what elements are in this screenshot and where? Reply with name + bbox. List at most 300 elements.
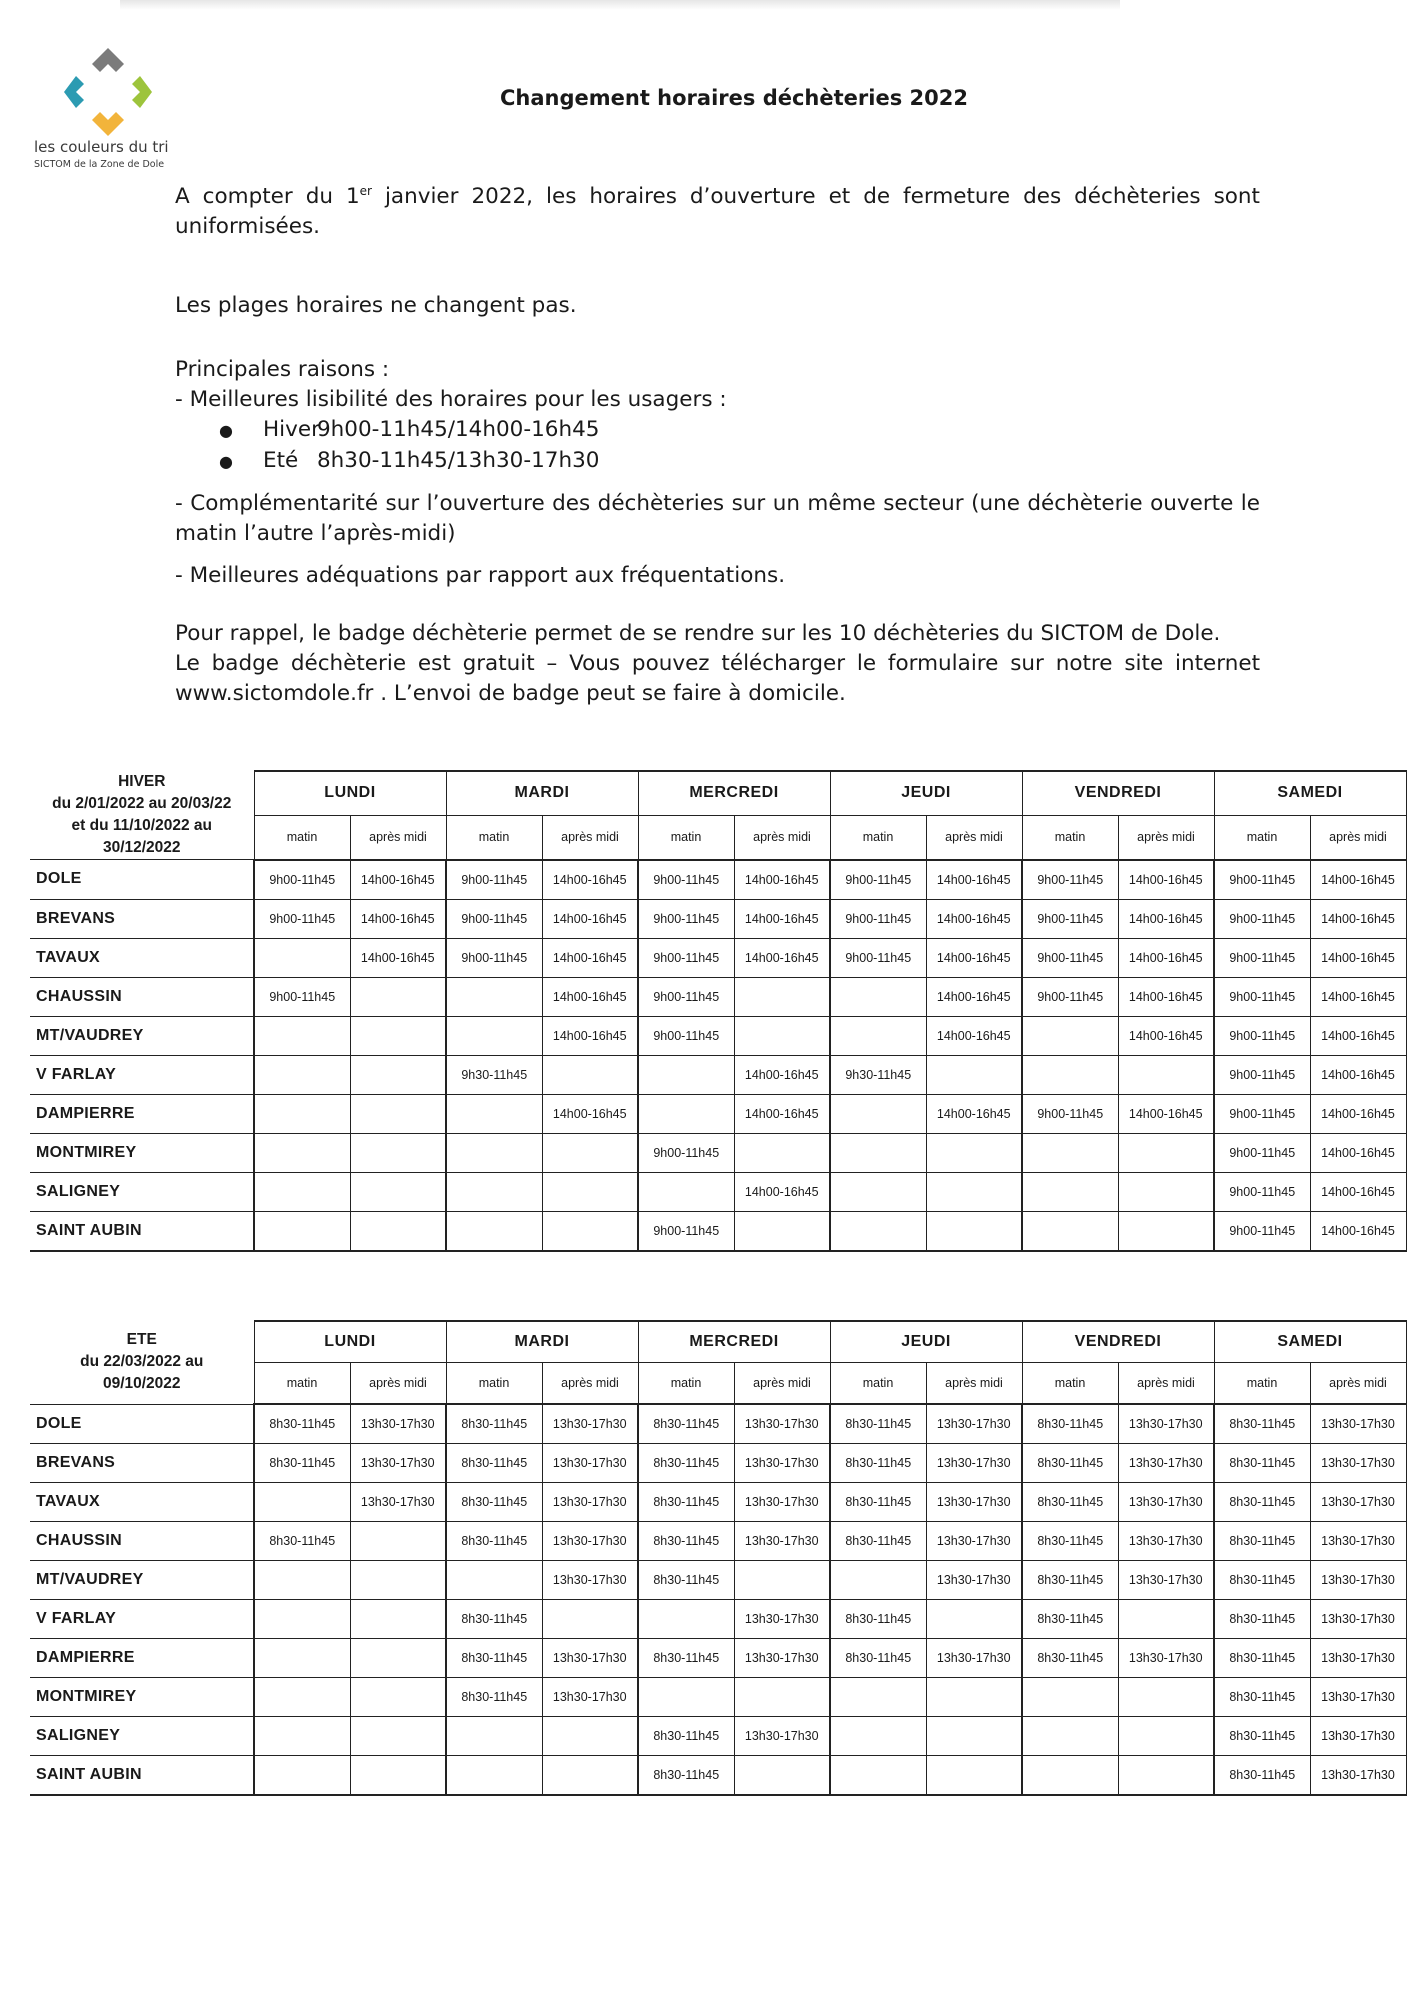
schedule-cell (830, 1133, 926, 1172)
schedule-cell (1118, 1756, 1214, 1796)
schedule-cell: 9h00-11h45 (830, 938, 926, 977)
season-label-line: 09/10/2022 (102, 1375, 181, 1393)
schedule-cell: 8h30-11h45 (446, 1522, 542, 1561)
day-header: VENDREDI (1022, 771, 1214, 815)
schedule-cell (638, 1055, 734, 1094)
schedule-cell (734, 1756, 830, 1796)
schedule-cell: 14h00-16h45 (542, 899, 638, 938)
sub-header-matin: matin (1214, 815, 1310, 859)
schedule-cell: 9h00-11h45 (1214, 938, 1310, 977)
schedule-cell: 8h30-11h45 (446, 1600, 542, 1639)
schedule-cell (638, 1678, 734, 1717)
schedule-cell: 8h30-11h45 (1214, 1444, 1310, 1483)
schedule-cell (926, 1717, 1022, 1756)
table-row (30, 1522, 1406, 1561)
schedule-cell: 14h00-16h45 (926, 1094, 1022, 1133)
schedule-cell: 9h00-11h45 (638, 899, 734, 938)
sub-header-apres-midi: après midi (926, 1363, 1022, 1405)
schedule-cell: 9h00-11h45 (1214, 977, 1310, 1016)
schedule-cell (926, 1172, 1022, 1211)
raisons-title: Principales raisons : (175, 357, 390, 383)
sub-header-matin: matin (638, 815, 734, 859)
scan-shadow (120, 0, 1120, 10)
schedule-cell: 14h00-16h45 (734, 1172, 830, 1211)
schedule-cell: 14h00-16h45 (1118, 1094, 1214, 1133)
sub-header-apres-midi: après midi (926, 815, 1022, 859)
schedule-cell (1022, 1055, 1118, 1094)
schedule-cell (1118, 1055, 1214, 1094)
schedule-cell: 14h00-16h45 (734, 1055, 830, 1094)
schedule-cell: 8h30-11h45 (638, 1561, 734, 1600)
schedule-cell: 13h30-17h30 (542, 1561, 638, 1600)
schedule-cell: 8h30-11h45 (1022, 1522, 1118, 1561)
schedule-cell (638, 1600, 734, 1639)
rappel-line-3: www.sictomdole.fr . L’envoi de badge peut se faire à domicile. (175, 681, 846, 707)
schedule-cell (734, 1211, 830, 1251)
intro-line-1: A compter du 1er janvier 2022, les horaires d’ouverture et de fermeture des déchèteries sont (175, 184, 1260, 210)
schedule-cell: 14h00-16h45 (1310, 899, 1406, 938)
schedule-cell: 8h30-11h45 (1214, 1678, 1310, 1717)
schedule-cell (446, 1561, 542, 1600)
schedule-cell: 13h30-17h30 (542, 1639, 638, 1678)
schedule-cell: 14h00-16h45 (350, 899, 446, 938)
schedule-cell: 9h00-11h45 (254, 899, 350, 938)
schedule-cell: 14h00-16h45 (1118, 977, 1214, 1016)
schedule-cell: 8h30-11h45 (254, 1444, 350, 1483)
sub-header-matin: matin (254, 1363, 350, 1405)
schedule-cell: 9h00-11h45 (638, 938, 734, 977)
schedule-cell: 8h30-11h45 (1022, 1561, 1118, 1600)
schedule-cell (254, 1678, 350, 1717)
schedule-cell (1118, 1172, 1214, 1211)
schedule-cell: 9h00-11h45 (638, 860, 734, 900)
schedule-cell: 13h30-17h30 (1118, 1483, 1214, 1522)
site-name: V FARLAY (30, 1600, 254, 1639)
schedule-cell: 9h30-11h45 (446, 1055, 542, 1094)
sub-header-matin: matin (638, 1363, 734, 1405)
schedule-cell: 9h00-11h45 (638, 1211, 734, 1251)
schedule-cell: 14h00-16h45 (1310, 938, 1406, 977)
schedule-cell: 9h00-11h45 (254, 977, 350, 1016)
schedule-cell: 13h30-17h30 (734, 1444, 830, 1483)
schedule-cell (254, 1717, 350, 1756)
schedule-cell: 8h30-11h45 (1022, 1404, 1118, 1444)
schedule-cell: 13h30-17h30 (926, 1404, 1022, 1444)
site-name: BREVANS (30, 899, 254, 938)
schedule-cell: 13h30-17h30 (926, 1444, 1022, 1483)
schedule-cell: 14h00-16h45 (1118, 860, 1214, 900)
schedule-cell: 14h00-16h45 (1310, 1055, 1406, 1094)
schedule-cell (254, 1133, 350, 1172)
schedule-cell (1022, 1211, 1118, 1251)
schedule-cell: 9h00-11h45 (638, 1016, 734, 1055)
schedule-cell (254, 1094, 350, 1133)
schedule-table-ete (30, 1320, 1407, 1796)
schedule-cell (830, 977, 926, 1016)
schedule-cell (1118, 1600, 1214, 1639)
schedule-cell: 13h30-17h30 (1310, 1404, 1406, 1444)
season-label (30, 1321, 254, 1404)
schedule-cell: 14h00-16h45 (734, 938, 830, 977)
schedule-cell: 9h00-11h45 (446, 899, 542, 938)
schedule-cell: 8h30-11h45 (830, 1522, 926, 1561)
schedule-cell: 13h30-17h30 (1118, 1522, 1214, 1561)
schedule-cell: 14h00-16h45 (1310, 1016, 1406, 1055)
day-header: LUNDI (254, 771, 446, 815)
schedule-cell (734, 1678, 830, 1717)
schedule-cell: 13h30-17h30 (1310, 1600, 1406, 1639)
day-header: SAMEDI (1214, 1321, 1406, 1363)
schedule-cell: 13h30-17h30 (734, 1600, 830, 1639)
schedule-cell (1022, 1133, 1118, 1172)
schedule-cell: 14h00-16h45 (542, 860, 638, 900)
site-name: DAMPIERRE (30, 1639, 254, 1678)
schedule-cell: 13h30-17h30 (1118, 1444, 1214, 1483)
table-row (30, 1016, 1406, 1055)
schedule-cell: 9h00-11h45 (1214, 860, 1310, 900)
schedule-cell: 13h30-17h30 (1310, 1522, 1406, 1561)
schedule-cell: 13h30-17h30 (1310, 1561, 1406, 1600)
schedule-cell (446, 1717, 542, 1756)
schedule-cell: 9h00-11h45 (830, 860, 926, 900)
schedule-cell: 8h30-11h45 (638, 1483, 734, 1522)
season-label-line: 30/12/2022 (102, 839, 181, 856)
schedule-cell: 14h00-16h45 (1310, 1172, 1406, 1211)
schedule-cell (734, 1016, 830, 1055)
schedule-cell: 9h00-11h45 (1022, 977, 1118, 1016)
schedule-cell (926, 1055, 1022, 1094)
schedule-cell: 9h30-11h45 (830, 1055, 926, 1094)
schedule-cell: 13h30-17h30 (926, 1639, 1022, 1678)
schedule-cell: 8h30-11h45 (446, 1678, 542, 1717)
schedule-cell: 14h00-16h45 (926, 977, 1022, 1016)
schedule-cell: 8h30-11h45 (1214, 1717, 1310, 1756)
schedule-cell: 8h30-11h45 (830, 1404, 926, 1444)
table-row (30, 1483, 1406, 1522)
site-name: SAINT AUBIN (30, 1211, 254, 1251)
day-header: SAMEDI (1214, 771, 1406, 815)
schedule-cell (350, 1561, 446, 1600)
schedule-cell: 9h00-11h45 (1022, 1094, 1118, 1133)
schedule-cell: 9h00-11h45 (638, 977, 734, 1016)
schedule-cell (1022, 1172, 1118, 1211)
schedule-cell: 8h30-11h45 (1214, 1404, 1310, 1444)
schedule-cell (1022, 1678, 1118, 1717)
table-row (30, 1678, 1406, 1717)
schedule-cell: 13h30-17h30 (734, 1404, 830, 1444)
schedule-cell: 14h00-16h45 (926, 860, 1022, 900)
schedule-cell: 9h00-11h45 (1022, 899, 1118, 938)
schedule-cell: 13h30-17h30 (734, 1717, 830, 1756)
schedule-cell: 13h30-17h30 (1310, 1444, 1406, 1483)
schedule-cell (254, 1639, 350, 1678)
rappel-line-1: Pour rappel, le badge déchèterie permet de se rendre sur les 10 déchèteries du SICTOM de Dole. (175, 621, 1221, 647)
raison-2-line-1: - Complémentarité sur l’ouverture des déchèteries sur un même secteur (une déchèterie ouverte le (175, 491, 1260, 517)
site-name: SAINT AUBIN (30, 1756, 254, 1796)
schedule-cell: 9h00-11h45 (830, 899, 926, 938)
rappel-line-2: Le badge déchèterie est gratuit – Vous pouvez télécharger le formulaire sur notre site internet (175, 651, 1260, 677)
table-row (30, 860, 1406, 900)
schedule-cell: 8h30-11h45 (1214, 1756, 1310, 1796)
schedule-cell (350, 1016, 446, 1055)
schedule-cell (926, 1211, 1022, 1251)
plages-text: Les plages horaires ne changent pas. (175, 293, 577, 319)
sub-header-matin: matin (830, 815, 926, 859)
table-row (30, 1404, 1406, 1444)
table-row (30, 1172, 1406, 1211)
schedule-cell: 8h30-11h45 (446, 1444, 542, 1483)
schedule-cell: 8h30-11h45 (446, 1404, 542, 1444)
schedule-cell (830, 1172, 926, 1211)
body-text (175, 176, 1260, 709)
schedule-cell: 14h00-16h45 (542, 938, 638, 977)
schedule-cell: 13h30-17h30 (734, 1522, 830, 1561)
schedule-cell: 8h30-11h45 (830, 1444, 926, 1483)
site-name: SALIGNEY (30, 1717, 254, 1756)
schedule-cell: 8h30-11h45 (830, 1483, 926, 1522)
site-name: DOLE (30, 860, 254, 900)
schedule-cell: 9h00-11h45 (446, 860, 542, 900)
schedule-cell (1118, 1133, 1214, 1172)
day-header: MERCREDI (638, 771, 830, 815)
schedule-cell: 14h00-16h45 (542, 1016, 638, 1055)
table-row (30, 1600, 1406, 1639)
schedule-cell (254, 1561, 350, 1600)
schedule-cell (542, 1211, 638, 1251)
schedule-cell: 8h30-11h45 (1214, 1639, 1310, 1678)
schedule-cell: 14h00-16h45 (734, 1094, 830, 1133)
schedule-cell (254, 1600, 350, 1639)
schedule-cell (542, 1055, 638, 1094)
schedule-cell: 14h00-16h45 (734, 860, 830, 900)
schedule-cell: 14h00-16h45 (350, 938, 446, 977)
table-row (30, 1444, 1406, 1483)
schedule-cell (350, 1639, 446, 1678)
schedule-cell (350, 1172, 446, 1211)
sub-header-apres-midi: après midi (350, 815, 446, 859)
table-row (30, 1639, 1406, 1678)
schedule-cell (542, 1133, 638, 1172)
sub-header-apres-midi: après midi (350, 1363, 446, 1405)
schedule-cell: 13h30-17h30 (734, 1639, 830, 1678)
day-header: MERCREDI (638, 1321, 830, 1363)
schedule-cell (446, 1016, 542, 1055)
schedule-cell: 14h00-16h45 (542, 1094, 638, 1133)
schedule-cell: 14h00-16h45 (1118, 938, 1214, 977)
schedule-cell (1022, 1717, 1118, 1756)
sub-header-matin: matin (446, 1363, 542, 1405)
schedule-cell: 8h30-11h45 (446, 1483, 542, 1522)
schedule-cell: 9h00-11h45 (1214, 1172, 1310, 1211)
site-name: DOLE (30, 1404, 254, 1444)
schedule-cell: 9h00-11h45 (1022, 938, 1118, 977)
schedule-cell (734, 1561, 830, 1600)
schedule-cell: 13h30-17h30 (542, 1522, 638, 1561)
schedule-cell: 13h30-17h30 (350, 1483, 446, 1522)
schedule-cell (254, 938, 350, 977)
schedule-cell (254, 1483, 350, 1522)
schedule-cell: 13h30-17h30 (926, 1561, 1022, 1600)
schedule-cell (638, 1094, 734, 1133)
schedule-cell (542, 1717, 638, 1756)
site-name: BREVANS (30, 1444, 254, 1483)
intro-line-2: uniformisées. (175, 214, 321, 240)
table-row (30, 1094, 1406, 1133)
logo-name: les couleurs du tri (34, 138, 169, 156)
site-name: SALIGNEY (30, 1172, 254, 1211)
schedule-cell: 13h30-17h30 (350, 1444, 446, 1483)
schedule-cell: 8h30-11h45 (638, 1639, 734, 1678)
table-row (30, 1561, 1406, 1600)
schedule-cell (542, 1756, 638, 1796)
schedule-cell: 9h00-11h45 (1214, 899, 1310, 938)
schedule-cell (830, 1678, 926, 1717)
schedule-cell: 9h00-11h45 (1214, 1133, 1310, 1172)
site-name: MT/VAUDREY (30, 1561, 254, 1600)
table-row (30, 1133, 1406, 1172)
schedule-cell: 13h30-17h30 (542, 1483, 638, 1522)
schedule-cell: 13h30-17h30 (926, 1483, 1022, 1522)
schedule-cell: 13h30-17h30 (1118, 1404, 1214, 1444)
schedule-cell: 8h30-11h45 (1214, 1600, 1310, 1639)
schedule-cell: 8h30-11h45 (446, 1639, 542, 1678)
schedule-cell: 14h00-16h45 (1310, 1211, 1406, 1251)
day-header: VENDREDI (1022, 1321, 1214, 1363)
schedule-cell (830, 1094, 926, 1133)
schedule-cell (254, 1756, 350, 1796)
schedule-cell: 9h00-11h45 (1214, 1016, 1310, 1055)
schedule-cell: 14h00-16h45 (1118, 1016, 1214, 1055)
bullet-ete: ● Eté 8h30-11h45/13h30-17h30 (219, 446, 1260, 477)
schedule-cell: 8h30-11h45 (1022, 1444, 1118, 1483)
table-row (30, 1717, 1406, 1756)
schedule-cell (830, 1756, 926, 1796)
schedule-cell (350, 1211, 446, 1251)
schedule-cell (734, 977, 830, 1016)
sub-header-apres-midi: après midi (734, 815, 830, 859)
logo-mark-icon (62, 46, 154, 138)
schedule-cell: 14h00-16h45 (1310, 860, 1406, 900)
schedule-cell (350, 977, 446, 1016)
schedule-cell (830, 1561, 926, 1600)
schedule-cell (446, 977, 542, 1016)
schedule-cell: 8h30-11h45 (638, 1717, 734, 1756)
schedule-cell: 13h30-17h30 (1310, 1678, 1406, 1717)
raison-1: - Meilleures lisibilité des horaires pour les usagers : (175, 387, 727, 413)
sub-header-apres-midi: après midi (1310, 1363, 1406, 1405)
schedule-cell (926, 1133, 1022, 1172)
schedule-cell (926, 1600, 1022, 1639)
schedule-cell: 8h30-11h45 (638, 1756, 734, 1796)
schedule-cell: 14h00-16h45 (1310, 1133, 1406, 1172)
schedule-cell (350, 1756, 446, 1796)
site-name: TAVAUX (30, 938, 254, 977)
schedule-cell: 8h30-11h45 (1214, 1522, 1310, 1561)
day-header: JEUDI (830, 771, 1022, 815)
schedule-cell: 13h30-17h30 (350, 1404, 446, 1444)
schedule-cell: 9h00-11h45 (1214, 1211, 1310, 1251)
schedule-cell (254, 1016, 350, 1055)
season-label (30, 771, 254, 860)
schedule-cell: 14h00-16h45 (350, 860, 446, 900)
schedule-cell: 14h00-16h45 (1118, 899, 1214, 938)
bullet-hiver: ● Hiver9h00-11h45/14h00-16h45 (219, 415, 1260, 446)
table-row (30, 938, 1406, 977)
schedule-cell: 13h30-17h30 (1310, 1483, 1406, 1522)
schedule-cell: 9h00-11h45 (254, 860, 350, 900)
sub-header-apres-midi: après midi (542, 815, 638, 859)
schedule-cell: 13h30-17h30 (1118, 1639, 1214, 1678)
day-header: JEUDI (830, 1321, 1022, 1363)
sub-header-matin: matin (1214, 1363, 1310, 1405)
schedule-cell (350, 1133, 446, 1172)
schedule-cell (926, 1756, 1022, 1796)
schedule-table-hiver (30, 770, 1407, 1252)
sub-header-matin: matin (446, 815, 542, 859)
schedule-cell: 8h30-11h45 (1022, 1483, 1118, 1522)
site-name: DAMPIERRE (30, 1094, 254, 1133)
schedule-cell: 8h30-11h45 (254, 1522, 350, 1561)
schedule-cell: 9h00-11h45 (446, 938, 542, 977)
schedule-cell: 14h00-16h45 (1310, 977, 1406, 1016)
schedule-cell: 14h00-16h45 (734, 899, 830, 938)
schedule-cell: 14h00-16h45 (1310, 1094, 1406, 1133)
site-name: TAVAUX (30, 1483, 254, 1522)
day-header: LUNDI (254, 1321, 446, 1363)
logo-subtitle: SICTOM de la Zone de Dole (34, 159, 165, 170)
schedule-cell (830, 1016, 926, 1055)
schedule-cell: 8h30-11h45 (1214, 1561, 1310, 1600)
season-label-line: du 2/01/2022 au 20/03/22 (52, 795, 232, 812)
schedule-cell: 14h00-16h45 (926, 1016, 1022, 1055)
schedule-cell: 14h00-16h45 (542, 977, 638, 1016)
schedule-cell (350, 1678, 446, 1717)
sub-header-apres-midi: après midi (734, 1363, 830, 1405)
schedule-cell: 13h30-17h30 (542, 1678, 638, 1717)
season-label-line: et du 11/10/2022 au (71, 817, 212, 834)
site-name: MONTMIREY (30, 1678, 254, 1717)
table-row (30, 977, 1406, 1016)
schedule-cell (734, 1133, 830, 1172)
schedule-cell (350, 1522, 446, 1561)
schedule-cell: 8h30-11h45 (638, 1444, 734, 1483)
schedule-cell (446, 1094, 542, 1133)
schedule-cell (446, 1756, 542, 1796)
schedule-cell (350, 1717, 446, 1756)
season-label-line: HIVER (118, 773, 166, 790)
schedule-cell: 9h00-11h45 (638, 1133, 734, 1172)
schedule-cell (542, 1172, 638, 1211)
schedule-cell: 14h00-16h45 (926, 938, 1022, 977)
site-name: MONTMIREY (30, 1133, 254, 1172)
schedule-cell (254, 1211, 350, 1251)
schedule-cell: 8h30-11h45 (638, 1522, 734, 1561)
schedule-cell: 8h30-11h45 (254, 1404, 350, 1444)
schedule-cell (1118, 1717, 1214, 1756)
day-header: MARDI (446, 1321, 638, 1363)
schedule-cell: 8h30-11h45 (830, 1600, 926, 1639)
sub-header-apres-midi: après midi (1310, 815, 1406, 859)
schedule-cell (1118, 1678, 1214, 1717)
schedule-cell: 13h30-17h30 (1310, 1639, 1406, 1678)
site-name: CHAUSSIN (30, 977, 254, 1016)
schedule-cell: 13h30-17h30 (1310, 1717, 1406, 1756)
sub-header-matin: matin (1022, 1363, 1118, 1405)
schedule-cell: 13h30-17h30 (926, 1522, 1022, 1561)
season-label-line: ETE (126, 1331, 157, 1349)
page-title: Changement horaires déchèteries 2022 (500, 86, 968, 110)
table-row (30, 899, 1406, 938)
